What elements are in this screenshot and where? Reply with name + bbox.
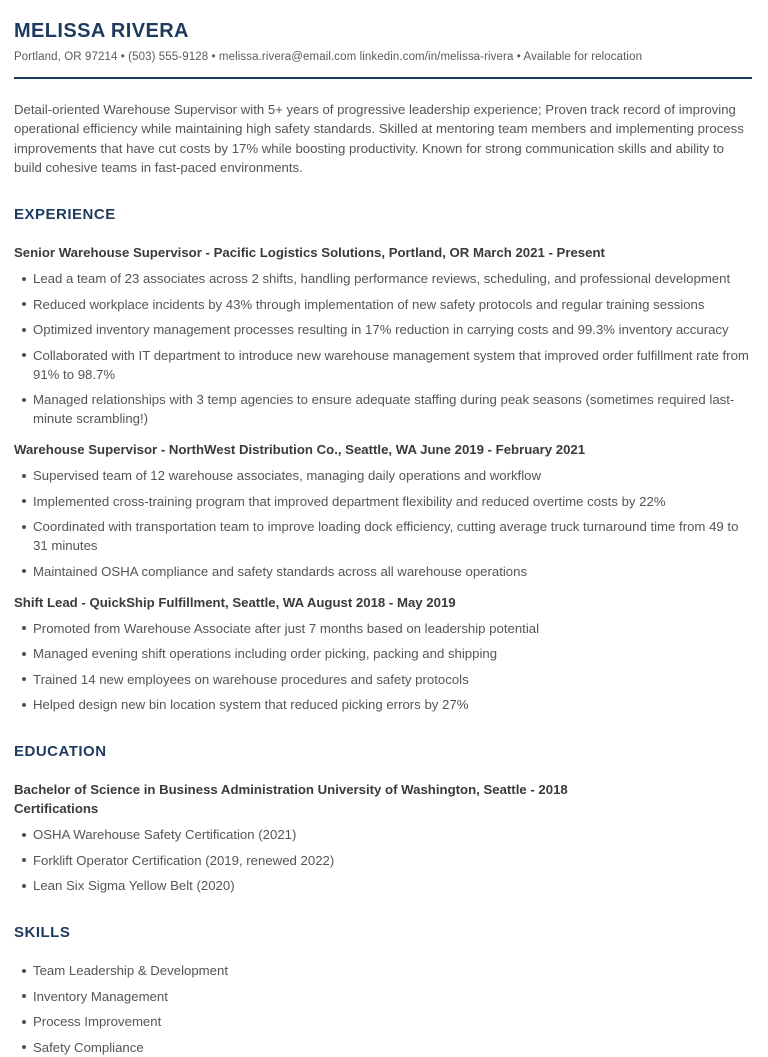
- skill-item: Process Improvement: [14, 1012, 752, 1031]
- skill-item: Team Leadership & Development: [14, 961, 752, 980]
- job-bullet: Managed evening shift operations including order picking, packing and shipping: [14, 644, 752, 663]
- job-bullet: Reduced workplace incidents by 43% through implementation of new safety protocols and regular training sessions: [14, 295, 752, 314]
- job-bullet: Helped design new bin location system that reduced picking errors by 27%: [14, 695, 752, 714]
- job-bullet-list: [14, 269, 752, 428]
- certification-item: OSHA Warehouse Safety Certification (2021): [14, 825, 752, 844]
- experience-jobs: [14, 243, 752, 714]
- resume-header: [14, 20, 752, 79]
- job-bullet: Maintained OSHA compliance and safety standards across all warehouse operations: [14, 562, 752, 581]
- contact-line: Portland, OR 97214 • (503) 555-9128 • melissa.rivera@email.com linkedin.com/in/melissa-rivera • Available for relocation: [14, 51, 643, 63]
- job-bullet-list: [14, 619, 752, 715]
- degree-line: Bachelor of Science in Business Administration University of Washington, Seattle - 2018: [14, 782, 568, 798]
- job-entry: [14, 440, 752, 581]
- section-education: [14, 743, 752, 895]
- certifications-label: Certifications: [14, 801, 99, 817]
- job-bullet: Coordinated with transportation team to improve loading dock efficiency, cutting average truck turnaround time from 49 to 31 minutes: [14, 517, 752, 555]
- skills-body: [14, 961, 752, 1057]
- header-divider: [14, 77, 752, 79]
- job-bullet: Collaborated with IT department to introduce new warehouse management system that improved order fulfillment rate from 91% to 98.7%: [14, 346, 752, 384]
- job-bullet: Supervised team of 12 warehouse associates, managing daily operations and workflow: [14, 466, 752, 485]
- section-title-education: EDUCATION: [14, 743, 107, 761]
- skills-list: [14, 961, 752, 1057]
- job-bullet: Lead a team of 23 associates across 2 shifts, handling performance reviews, scheduling, and professional development: [14, 269, 752, 288]
- skill-item: Safety Compliance: [14, 1038, 752, 1057]
- section-skills: [14, 924, 752, 1057]
- section-experience: [14, 206, 752, 714]
- job-bullet-list: [14, 466, 752, 581]
- certification-item: Lean Six Sigma Yellow Belt (2020): [14, 876, 752, 895]
- job-bullet: Optimized inventory management processes resulting in 17% reduction in carrying costs and 99.3% inventory accuracy: [14, 320, 752, 339]
- job-bullet: Promoted from Warehouse Associate after just 7 months based on leadership potential: [14, 619, 752, 638]
- job-bullet: Managed relationships with 3 temp agencies to ensure adequate staffing during peak seasons (sometimes required last-minute scrambling!): [14, 390, 752, 428]
- summary-paragraph: Detail-oriented Warehouse Supervisor with 5+ years of progressive leadership experience; Proven track record of improving operational efficiency while maintaining high safety standards. Skilled at mentoring team members and implementing process improvements that have cut costs by 17% while boosting productivity. Known for strong communication skills and ability to build cohesive teams in fast-paced environments.: [14, 102, 744, 175]
- section-title-experience: EXPERIENCE: [14, 206, 116, 224]
- education-body: [14, 780, 752, 895]
- certification-list: [14, 825, 752, 895]
- person-name: MELISSA RIVERA: [14, 20, 189, 42]
- job-heading: Senior Warehouse Supervisor - Pacific Logistics Solutions, Portland, OR March 2021 - Present: [14, 245, 605, 261]
- job-entry: [14, 593, 752, 715]
- job-bullet: Trained 14 new employees on warehouse procedures and safety protocols: [14, 670, 752, 689]
- section-title-skills: SKILLS: [14, 924, 71, 942]
- skill-item: Inventory Management: [14, 987, 752, 1006]
- job-heading: Shift Lead - QuickShip Fulfillment, Seattle, WA August 2018 - May 2019: [14, 594, 456, 610]
- job-heading: Warehouse Supervisor - NorthWest Distribution Co., Seattle, WA June 2019 - February 2021: [14, 442, 586, 458]
- job-entry: [14, 243, 752, 428]
- certification-item: Forklift Operator Certification (2019, renewed 2022): [14, 851, 752, 870]
- job-bullet: Implemented cross-training program that improved department flexibility and reduced overtime costs by 22%: [14, 492, 752, 511]
